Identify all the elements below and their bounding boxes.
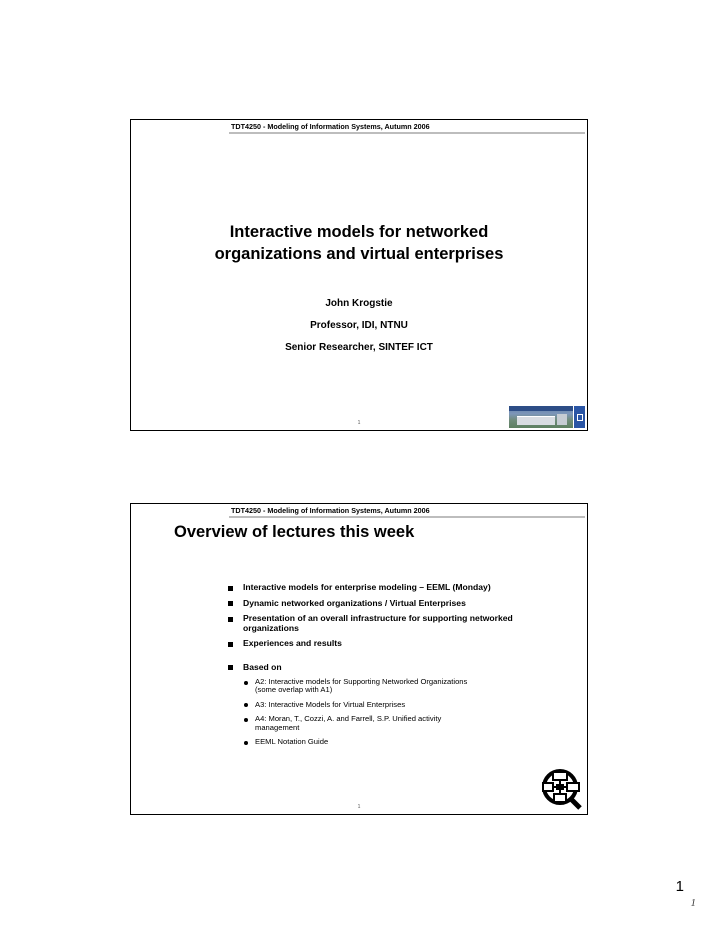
slide-2-header-rule [229, 516, 585, 518]
bullet-item: Interactive models for enterprise modeling – EEML (Monday) [228, 583, 528, 593]
slide-1-header: TDT4250 - Modeling of Information Systems, Autumn 2006 [231, 122, 430, 131]
bullet-item-label: Based on [243, 661, 282, 672]
sub-bullet-item: A3: Interactive Models for Virtual Enterprises [243, 701, 485, 709]
bullet-item: Dynamic networked organizations / Virtual Enterprises [228, 599, 528, 609]
slide-2-number: 1 [357, 804, 361, 810]
page-number: 1 [675, 878, 684, 895]
bullet-item: Presentation of an overall infrastructure for supporting networked organizations [228, 614, 528, 633]
building-photo-banner-icon [509, 406, 585, 428]
slide-1-title [131, 221, 587, 265]
sub-bullet-item: EEML Notation Guide [243, 738, 485, 746]
slide-1-number: 1 [357, 420, 361, 426]
author-role-professor: Professor, IDI, NTNU [310, 320, 408, 331]
bullet-item-based-on [228, 663, 528, 747]
bullet-item: Experiences and results [228, 639, 528, 649]
slide-1 [130, 119, 588, 431]
sub-bullet-item: A2: Interactive models for Supporting Networked Organizations (some overlap with A1) [243, 678, 485, 695]
slide-2-header: TDT4250 - Modeling of Information Systems, Autumn 2006 [231, 506, 430, 515]
slide-2 [130, 503, 588, 815]
banner-photo [509, 406, 573, 428]
slide-1-title-line-1: Interactive models for networked [229, 223, 489, 241]
banner-logo-icon [573, 406, 585, 428]
author-role-researcher: Senior Researcher, SINTEF ICT [285, 342, 433, 353]
sub-bullet-item: A4: Moran, T., Cozzi, A. and Farrell, S.P. Unified activity management [243, 715, 485, 732]
bullet-list [228, 583, 528, 752]
slide-1-header-rule [229, 132, 585, 134]
page-number-italic: 1 [690, 897, 696, 909]
author-name: John Krogstie [325, 298, 393, 309]
slide-2-title: Overview of lectures this week [174, 523, 415, 541]
slide-1-title-line-2: organizations and virtual enterprises [214, 245, 504, 263]
sub-bullet-list [243, 678, 528, 746]
